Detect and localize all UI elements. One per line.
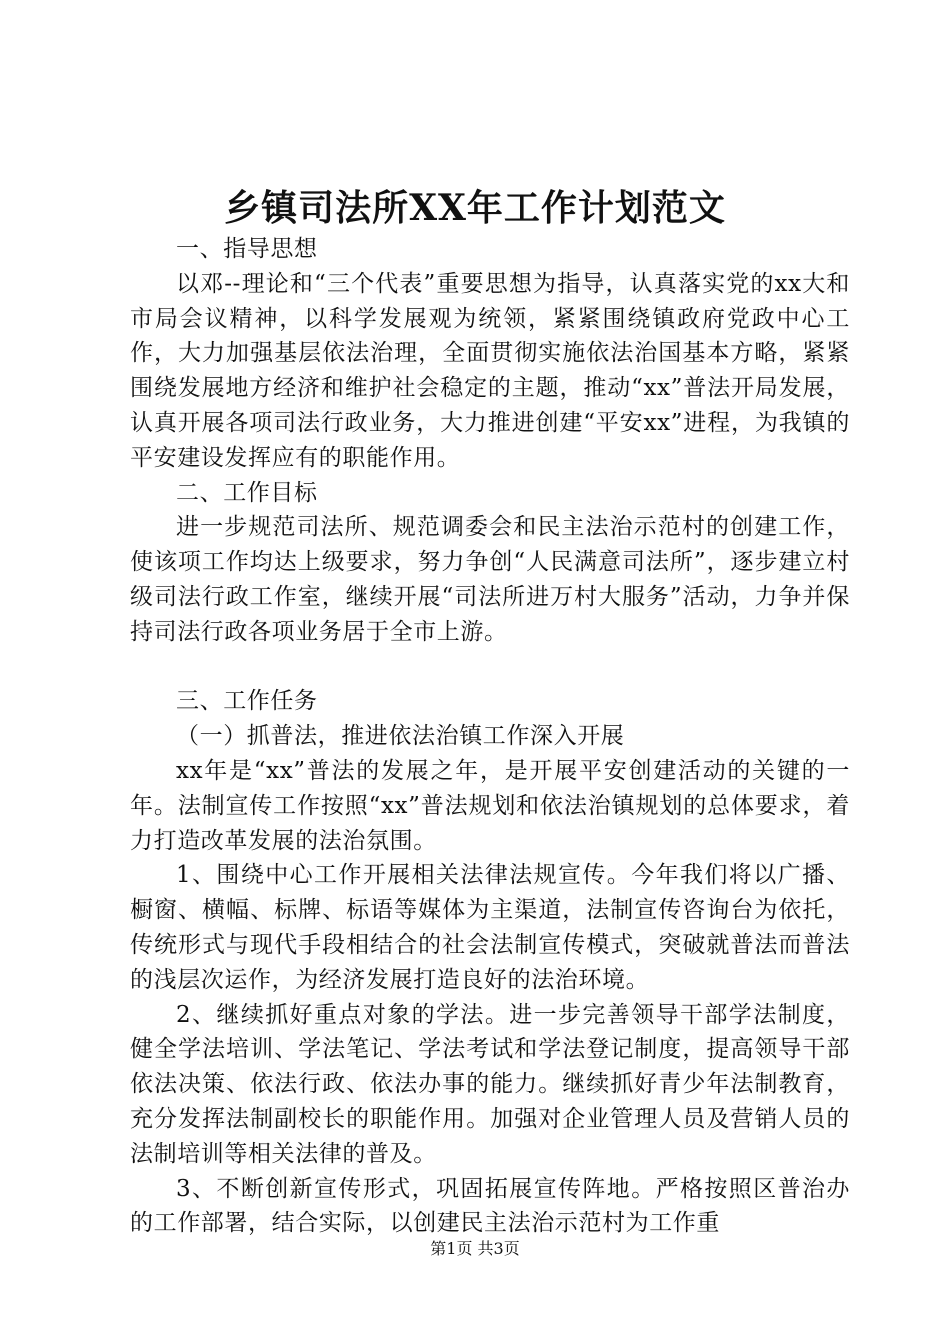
- page-footer: 第1页 共3页: [430, 1239, 520, 1258]
- document-body: [130, 232, 850, 1241]
- paragraph-work-goals: 进一步规范司法所、规范调委会和民主法治示范村的创建工作，使该项工作均达上级要求，努力争创“人民满意司法所”，逐步建立村级司法行政工作室，继续开展“司法所进万村大服务”活动，力争并保持司法行政各项业务居于全市上游。: [130, 514, 850, 645]
- section-heading-work-goals: 二、工作目标: [176, 479, 318, 506]
- paragraph-item-3: 3、不断创新宣传形式，巩固拓展宣传阵地。严格按照区普治办的工作部署，结合实际，以创建民主法治示范村为工作重: [130, 1175, 850, 1237]
- paragraph-legal-education-intro: xx年是“xx”普法的发展之年，是开展平安创建活动的关键的一年。法制宣传工作按照“xx”普法规划和依法治镇规划的总体要求，着力打造改革发展的法治氛围。: [130, 757, 850, 854]
- section-heading-guiding-ideology: 一、指导思想: [176, 236, 318, 262]
- paragraph-item-1: 1、围绕中心工作开展相关法律法规宣传。今年我们将以广播、橱窗、横幅、标牌、标语等媒体为主渠道，法制宣传咨询台为依托，传统形式与现代手段相结合的社会法制宣传模式，突破就普法而普法的浅层次运作，为经济发展打造良好的法治环境。: [130, 862, 850, 993]
- paragraph-guiding-ideology: 以邓--理论和“三个代表”重要思想为指导，认真落实党的xx大和市局会议精神，以科学发展观为统领，紧紧围绕镇政府党政中心工作，大力加强基层依法治理，全面贯彻实施依法治国基本方略，紧紧围绕发展地方经济和维护社会稳定的主题，推动“xx”普法开局发展，认真开展各项司法行政业务，大力推进创建“平安xx”进程，为我镇的平安建设发挥应有的职能作用。: [130, 270, 850, 471]
- subsection-heading-legal-education: （一）抓普法，推进依法治镇工作深入开展: [176, 723, 625, 750]
- section-heading-work-tasks: 三、工作任务: [176, 688, 318, 715]
- blank-line: [130, 650, 850, 685]
- document-title: 乡镇司法所XX年工作计划范文: [224, 187, 726, 229]
- paragraph-item-2: 2、继续抓好重点对象的学法。进一步完善领导干部学法制度，健全学法培训、学法笔记、学法考试和学法登记制度，提高领导干部依法决策、依法行政、依法办事的能力。继续抓好青少年法制教育，充分发挥法制副校长的职能作用。加强对企业管理人员及营销人员的法制培训等相关法律的普及。: [130, 1001, 850, 1167]
